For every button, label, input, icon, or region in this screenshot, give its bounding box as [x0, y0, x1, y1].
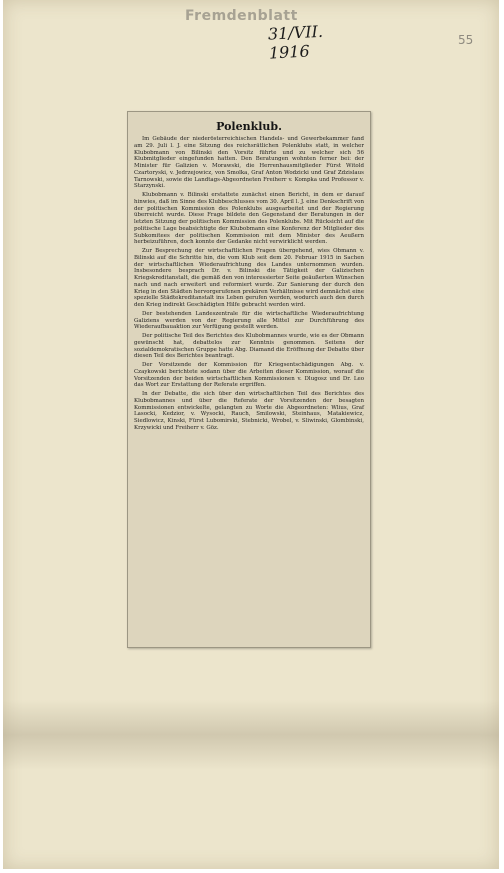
page-number: 55: [458, 33, 474, 47]
paper-fold-shadow: [3, 700, 499, 770]
article-paragraph: Im Gebäude der niederösterreichischen Handels- und Gewerbekammer fand am 29. Juli l. J. eine Sitzung des reichsrätlichen Polenklubs statt, in welcher Klubobmann von Bilinski den Vorsitz führte und zu welcher sich 56 Klubmitglieder eingefunden hatten. Den Beratungen wohnten ferner bei: der Minister für Galizien v. Morawski, die Herrenhausmitglieder Fürst Witold Czartoryski, v. Jedrzejowicz, von Smolka, Graf Anton Wodzicki und Graf Zdzislaus Tarnowski, sowie die Landtags-Abgeordneten Freiherr v. Kompka und Professor v. Starzynski.: [134, 136, 364, 190]
article-paragraph: Der Vorsitzende der Kommission für Kriegsentschädigungen Abg. v. Czaykowski berichtete sodann über die Arbeiten dieser Kommission, worauf die Vorsitzenden der beiden wirtschaftlichen Kommissionen v. Dlugosz und Dr. Leo das Wort zur Erstattung der Referate ergriffen.: [134, 362, 364, 389]
newspaper-clipping: [127, 111, 371, 648]
article-paragraph: In der Debatte, die sich über den wirtschaftlichen Teil des Berichtes des Klubobmannes und über die Referate der Vorsitzenden der besagten Kommissionen entwickelte, gelangten zu Worte die Abgeordneten: Wlius, Graf Lasocki, Kedzior, v. Wysocki, Rauch, Smilowski, Steinhaus, Matakiewicz, Siedlowicz, Kinski, Fürst Lubomirski, Stebnicki, Wrobel, v. Sliwinski, Glombinski, Krzywicki und Freiherr v. Göz.: [134, 391, 364, 431]
article-paragraph: Zur Besprechung der wirtschaftlichen Fragen übergehend, wies Obmann v. Bilinski auf die Schritte hin, die vom Klub seit dem 20. Februar 1915 in Sachen der wirtschaftlichen Wiederaufrichtung des Landes unternommen wurden. Insbesondere besprach Dr. v. Bilinski die Tätigkeit der Galizischen Kriegskreditanstalt, die gemäß den von interessierter Seite geäußerten Wünschen nach und nach erweitert und reformiert wurde. Zur Sanierung der durch den Krieg in den Städten hervorgerufenen prekären Verhältnisse wird demnächst eine spezielle Städtekreditanstalt ins Leben gerufen werden, wodurch auch den durch den Krieg indirekt Geschädigten Hilfe gebracht werden wird.: [134, 248, 364, 308]
article-paragraph: Klubobmann v. Bilinski erstattete zunächst einen Bericht, in dem er darauf hinwies, daß im Sinne des Klubbeschlusses vom 30. April l. J. eine Denkschrift von der politischen Kommission des Polenklubs ausgearbeitet und der Regierung überreicht wurde. Diese Frage bildete den Gegenstand der Beratungen in der letzten Sitzung der politischen Kommission des Polenklubs. Mit Rücksicht auf die politische Lage beabsichtigte der Klubobmann eine Konferenz der Mitglieder des Subkomitees der politischen Kommission mit dem Minister des Aeußern herbeizuführen, doch konnte der Gedanke nicht verwirklicht werden.: [134, 192, 364, 246]
handwritten-date: 31/VII. 1916: [267, 21, 324, 63]
article-paragraph: Der politische Teil des Berichtes des Klubobmannes wurde, wie es der Obmann gewünscht hat, debattelos zur Kenntnis genommen. Seitens der sozialdemokratischen Gruppe hatte Abg. Diamand die Eröffnung der Debatte über diesen Teil des Berichtes beantragt.: [134, 333, 364, 360]
newspaper-stamp: Fremdenblatt: [185, 8, 298, 24]
article-title: Polenklub.: [216, 120, 282, 133]
article-paragraph: Der bestehenden Landeszentrale für die wirtschaftliche Wiederaufrichtung Galiziens werden von der Regierung alle Mittel zur Durchführung des Wiederaufbauaktion zur Verfügung gestellt werden.: [134, 310, 364, 331]
